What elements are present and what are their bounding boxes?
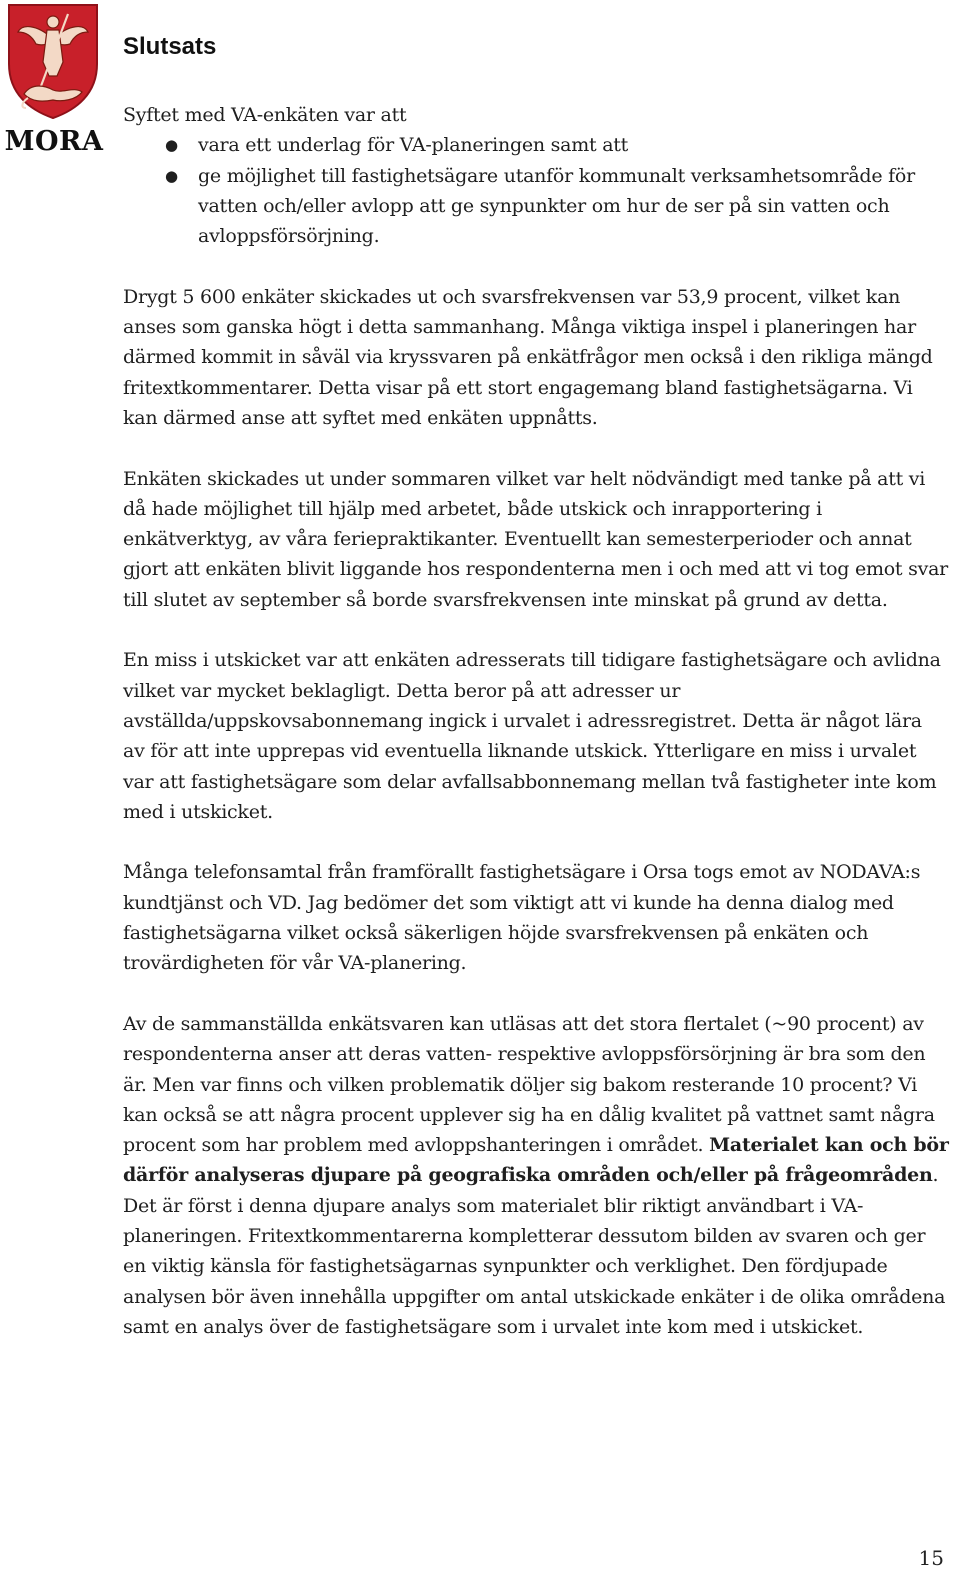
list-item-text: ge möjlighet till fastighetsägare utanför kommunalt verksamhetsområde för vatten och/eller avlopp att ge synpunkter om hur de ser på sin vatten och avloppsförsörjning.: [198, 164, 915, 248]
paragraph: En miss i utskicket var att enkäten adresserats till tidigare fastighetsägare och avlidna vilket var mycket beklagligt. Detta beror på att adresser ur avställda/uppskovsabonnemang ingick i urvalet i adressregistret. Detta är något lära av för att inte upprepas vid eventuella liknande utskick. Ytterligare en miss i urvalet var att fastighetsägare som delar avfallsabbonnemang mellan två fastigheter inte kom med i utskicket.: [123, 649, 941, 823]
final-paragraph-text: Av de sammanställda enkätsvaren kan utläsas att det stora flertalet (~90 procent) av respondenterna anser att deras vatten- respektive avloppsförsörjning är bra som den är. Men var finns och vilken problematik döljer sig bakom resterande 10 procent? Vi kan också se att några procent upplever sig ha en dålig kvalitet på vattnet samt några procent som har problem med avloppshanteringen i området.: [123, 1012, 935, 1157]
mora-logo: [2, 2, 102, 162]
final-paragraph: [123, 1009, 949, 1342]
paragraph: Drygt 5 600 enkäter skickades ut och svarsfrekvensen var 53,9 procent, vilket kan anses som ganska högt i detta sammanhang. Många viktiga inspel i planeringen har därmed kommit in såväl via kryssvaren på enkätfrågor men också i den rikliga mängd fritextkommentarer. Detta visar på ett stort engagemang bland fastighetsägarna. Vi kan därmed anse att syftet med enkäten uppnåtts.: [123, 285, 933, 429]
list-item-text: vara ett underlag för VA-planeringen samt att: [198, 134, 629, 157]
mora-coat-of-arms-icon: [6, 2, 100, 120]
paragraph: Enkäten skickades ut under sommaren vilket var helt nödvändigt med tanke på att vi då hade möjlighet till hjälp med arbetet, både utskick och inrapportering i enkätverktyg, av våra feriepraktikanter. Eventuellt kan semesterperioder och annat gjort att enkäten blivit liggande hos respondenterna men i och med att vi tog emot svar till slutet av september så borde svarsfrekvensen inte minskat på grund av detta.: [123, 467, 949, 611]
document-body: [123, 100, 949, 1372]
intro-text: Syftet med VA-enkäten var att: [123, 104, 407, 126]
final-paragraph-text: . Det är först i denna djupare analys som materialet blir riktigt användbart i VA-planeringen. Fritextkommentarerna kompletterar dessutom bilden av svaren och ger en viktig känsla för fastighetsägarnas synpunkter och verklighet. Den fördjupade analysen bör även innehålla uppgifter om antal utskickade enkäter i de olika områdena samt en analys över de fastighetsägare som i urvalet inte kom med i utskicket.: [123, 1164, 946, 1338]
list-item: [165, 130, 949, 160]
list-item: [165, 161, 949, 252]
logo-text: MORA: [4, 126, 104, 157]
paragraph: Många telefonsamtal från framförallt fastighetsägare i Orsa togs emot av NODAVA:s kundtjänst och VD. Jag bedömer det som viktigt att vi kunde ha denna dialog med fastighetsägarna vilket också säkerligen höjde svarsfrekvensen på enkäten och trovärdigheten för vår VA-planering.: [123, 861, 921, 975]
bullet-list: [123, 130, 949, 251]
bullet-icon: ●: [165, 166, 178, 185]
page-title: Slutsats: [123, 33, 217, 60]
page-number: 15: [918, 1546, 944, 1570]
final-paragraph-emphasis: Materialet kan och bör därför analyseras djupare på geografiska områden och/eller på frågeområden: [123, 1134, 949, 1187]
bullet-icon: ●: [165, 136, 178, 155]
